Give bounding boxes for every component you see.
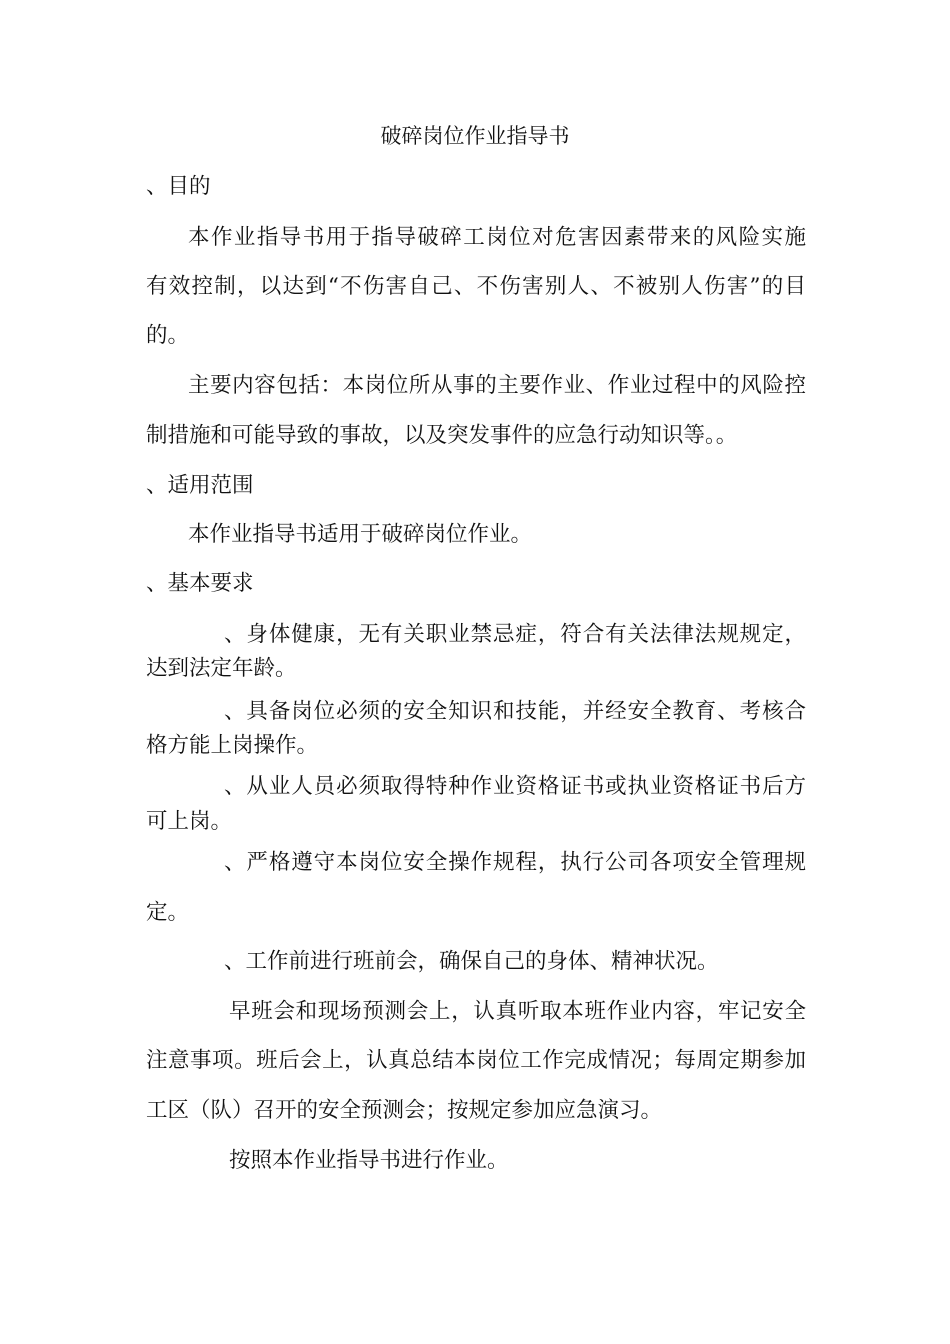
requirement-line: 注意事项。班后会上，认真总结本岗位工作完成情况；每周定期参加 xyxy=(146,1048,806,1073)
section-heading-requirements: 、基本要求 xyxy=(146,571,254,596)
requirement-line: 可上岗。 xyxy=(146,809,233,834)
requirement-line: 格方能上岗操作。 xyxy=(146,733,319,758)
requirement-line: 定。 xyxy=(146,900,190,925)
section-heading-purpose: 、目的 xyxy=(146,174,211,199)
content-paragraph-line: 制措施和可能导致的事故，以及突发事件的应急行动知识等。。 xyxy=(146,423,738,448)
requirement-line: 、严格遵守本岗位安全操作规程，执行公司各项安全管理规 xyxy=(224,850,806,875)
requirement-line: 工区（队）召开的安全预测会；按规定参加应急演习。 xyxy=(146,1098,663,1123)
requirement-line: 早班会和现场预测会上，认真听取本班作业内容，牢记安全 xyxy=(229,999,806,1024)
section-heading-scope: 、适用范围 xyxy=(146,473,254,498)
purpose-paragraph-line: 有效控制，以达到“不伤害自己、不伤害别人、不被别人伤害”的目 xyxy=(146,274,806,299)
requirement-line: 、工作前进行班前会，确保自己的身体、精神状况。 xyxy=(224,949,719,974)
requirement-line: 达到法定年龄。 xyxy=(146,656,297,681)
requirement-line: 、从业人员必须取得特种作业资格证书或执业资格证书后方 xyxy=(224,774,806,799)
purpose-paragraph-line: 本作业指导书用于指导破碎工岗位对危害因素带来的风险实施 xyxy=(188,225,806,250)
requirement-line: 、身体健康，无有关职业禁忌症，符合有关法律法规规定， xyxy=(224,622,806,647)
document-title: 破碎岗位作业指导书 xyxy=(380,124,570,148)
requirement-line: 按照本作业指导书进行作业。 xyxy=(229,1148,509,1173)
content-paragraph-line: 主要内容包括：本岗位所从事的主要作业、作业过程中的风险控 xyxy=(188,373,806,398)
requirement-line: 、具备岗位必须的安全知识和技能，并经安全教育、考核合 xyxy=(224,699,806,724)
scope-paragraph: 本作业指导书适用于破碎岗位作业。 xyxy=(188,522,533,547)
purpose-paragraph-line: 的。 xyxy=(146,323,190,348)
